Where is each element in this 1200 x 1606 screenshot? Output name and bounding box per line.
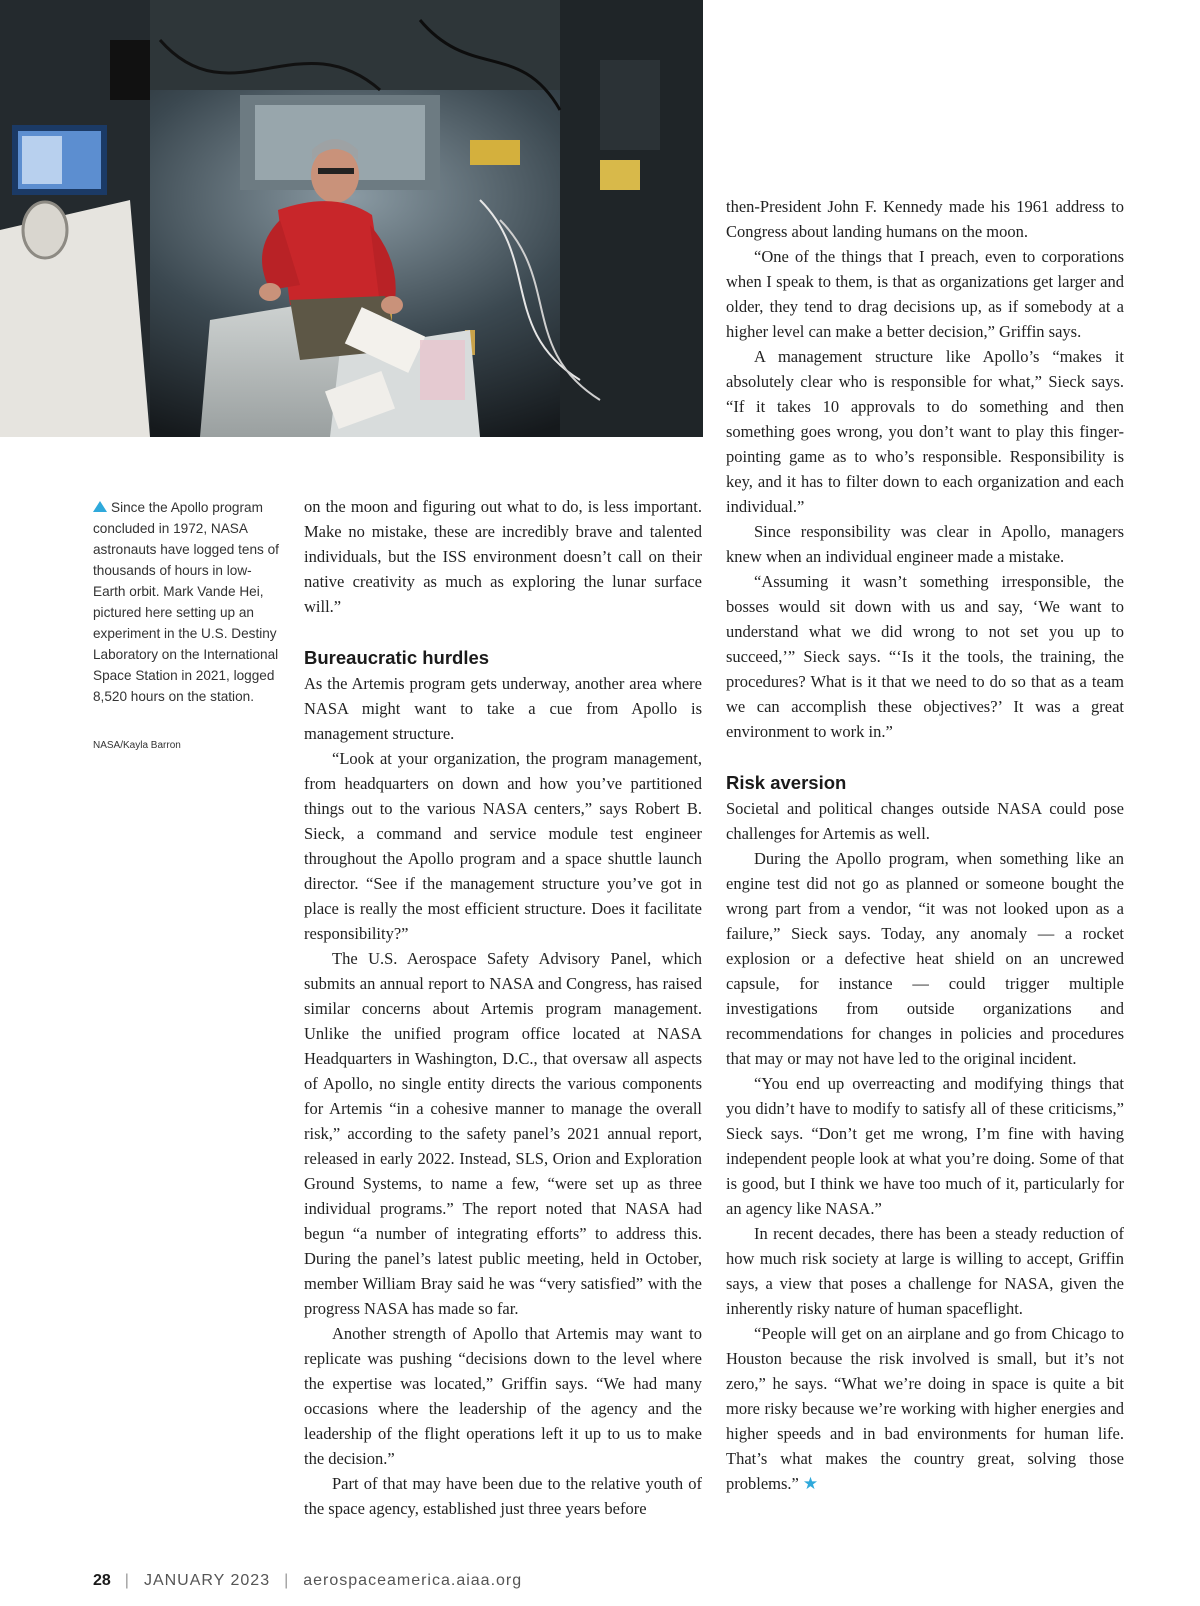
section-heading: Risk aversion bbox=[726, 772, 847, 793]
paragraph: then-President John F. Kennedy made his 1961 address to Congress about landing humans on the moon. bbox=[726, 197, 1124, 241]
page-footer bbox=[93, 1572, 522, 1590]
paragraph: During the Apollo program, when something like an engine test did not go as planned or someone bought the wrong part from a vendor, “it was not looked upon as a failure,” Sieck says. Today, any anomaly — a rocket explosion or a defective heat shield on an uncrewed capsule, for instance — could trigger multiple investigations from outside organizations and recommendations for changes in policies and procedures that may or may not have led to the original incident. bbox=[726, 849, 1124, 1068]
page-number: 28 bbox=[93, 1572, 111, 1589]
paragraph: In recent decades, there has been a steady reduction of how much risk society at large is willing to accept, Griffin says, a view that poses a challenge for NASA, given the inherently risky nature of human spaceflight. bbox=[726, 1224, 1124, 1318]
iss-interior-illustration bbox=[0, 0, 703, 437]
paragraph: “Look at your organization, the program management, from headquarters on down and how you’ve partitioned things out to the various NASA centers,” says Robert B. Sieck, a command and service module test engineer throughout the Apollo program and a space shuttle launch director. “See if the management structure you’ve got in place is really the most efficient structure. Does it facilitate responsibility?” bbox=[304, 749, 702, 943]
paragraph: The U.S. Aerospace Safety Advisory Panel, which submits an annual report to NASA and Congress, has raised similar concerns about Artemis program management. Unlike the unified program office located at NASA Headquarters in Washington, D.C., that oversaw all aspects of Apollo, no single entity directs the various components for Artemis “in a cohesive manner to manage the overall risk,” according to the safety panel’s 2021 annual report, released in early 2022. Instead, SLS, Orion and Exploration Ground Systems, to name a few, “were set up as three individual programs.” The report noted that NASA had begun “a number of integrating efforts” to address this. During the panel’s latest public meeting, held in October, member William Bray said he was “very satisfied” with the progress NASA has made so far. bbox=[304, 949, 702, 1318]
issue-date: JANUARY 2023 bbox=[143, 1572, 271, 1589]
paragraph: As the Artemis program gets underway, another area where NASA might want to take a cue from Apollo is management structure. bbox=[304, 674, 702, 743]
photo-caption bbox=[93, 497, 283, 707]
paragraph: Societal and political changes outside NASA could pose challenges for Artemis as well. bbox=[726, 799, 1124, 843]
paragraph: A management structure like Apollo’s “makes it absolutely clear who is responsible for what,” Sieck says. “If it takes 10 approvals to do something and then something goes wrong, you don’t want to play this finger-pointing game as to who’s responsible. Responsibility is key, and it has to filter down to each organization and each individual.” bbox=[726, 347, 1124, 516]
caption-text: Since the Apollo program concluded in 1972, NASA astronauts have logged tens of thousands of hours in low-Earth orbit. Mark Vande Hei, pictured here setting up an experiment in the U.S. Destiny Laboratory on the International Space Station in 2021, logged 8,520 hours on the station. bbox=[93, 500, 279, 704]
paragraph: Another strength of Apollo that Artemis may want to replicate was pushing “decisions down to the level where the expertise was located,” Griffin says. “We had many occasions where the leadership of the agency and the leadership of the flight operations left it up to us to make the decision.” bbox=[304, 1324, 702, 1468]
end-star-icon: ★ bbox=[802, 1474, 819, 1493]
footer-separator: | bbox=[124, 1572, 130, 1589]
paragraph: “Assuming it wasn’t something irresponsible, the bosses would sit down with us and say, ‘We want to understand what we did wrong to not set you up to succeed,’” Sieck says. “‘Is it the tools, the training, the procedures? What is it that we need to do so that as a team we can accomplish these objectives?’ It was a great environment to work in.” bbox=[726, 572, 1124, 741]
photo-credit: NASA/Kayla Barron bbox=[93, 740, 181, 751]
paragraph: on the moon and figuring out what to do, is less important. Make no mistake, these are incredibly brave and talented individuals, but the ISS environment doesn’t call on their native creativity as much as exploring the lunar surface will.” bbox=[304, 497, 702, 616]
paragraph: Since responsibility was clear in Apollo, managers knew when an individual engineer made a mistake. bbox=[726, 522, 1124, 566]
paragraph-final bbox=[726, 1321, 1124, 1496]
hero-photo bbox=[0, 0, 703, 437]
section-heading: Bureaucratic hurdles bbox=[304, 647, 490, 668]
website-link[interactable]: aerospaceamerica.aiaa.org bbox=[303, 1572, 523, 1589]
article-column-middle bbox=[304, 494, 702, 1521]
article-column-right bbox=[726, 194, 1124, 1496]
footer-separator: | bbox=[284, 1572, 290, 1589]
paragraph: “One of the things that I preach, even to corporations when I speak to them, is that as organizations get larger and older, they tend to drag decisions up, as if somebody at a higher level can make a better decision,” Griffin says. bbox=[726, 247, 1124, 341]
paragraph: “You end up overreacting and modifying things that you didn’t have to modify to satisfy all of these criticisms,” Sieck says. “Don’t get me wrong, I’m fine with having independent people look at what you’re doing. Some of that is good, but I think we have too much of it, particularly for an agency like NASA.” bbox=[726, 1074, 1124, 1218]
paragraph-text: “People will get on an airplane and go from Chicago to Houston because the risk involved is small, but it’s not zero,” he says. “What we’re doing in space is quite a bit more risky because we’re working with higher energies and higher speeds and in bad environments for human life. That’s what makes the country great, solving those problems.” bbox=[726, 1324, 1124, 1493]
paragraph: Part of that may have been due to the relative youth of the space agency, established just three years before bbox=[304, 1474, 702, 1518]
triangle-up-icon bbox=[93, 501, 107, 512]
